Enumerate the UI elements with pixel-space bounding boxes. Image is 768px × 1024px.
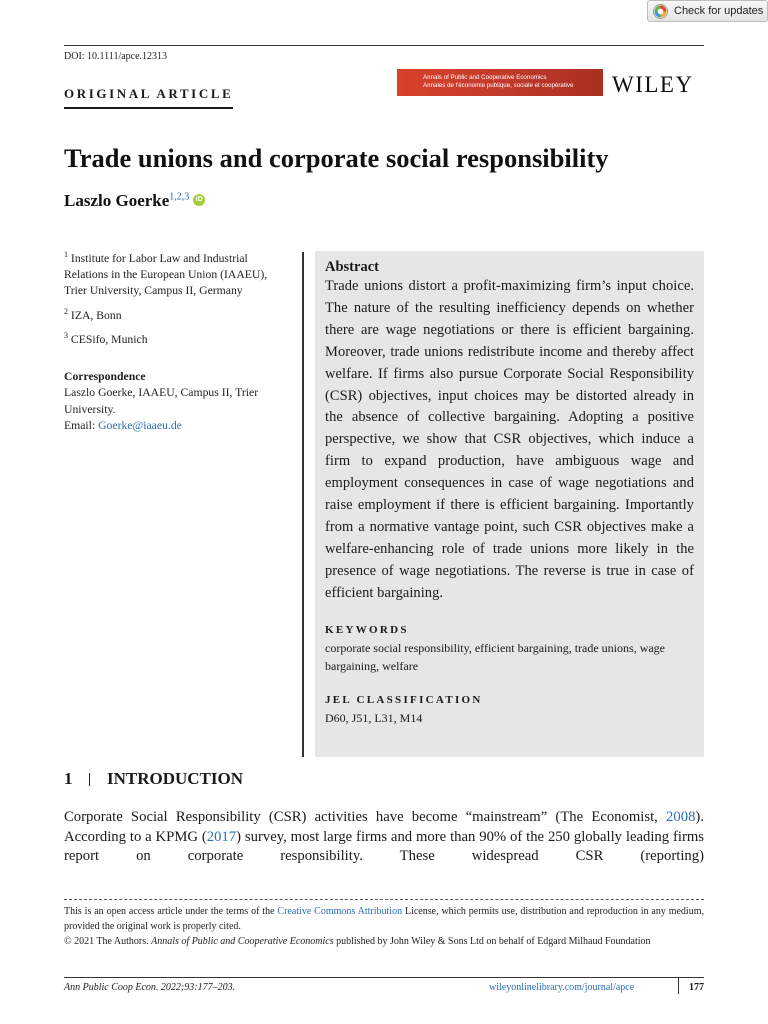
author-affiliation-marks[interactable]: 1,2,3	[169, 191, 190, 203]
citation-footer: Ann Public Coop Econ. 2022;93:177–203.	[64, 982, 236, 993]
intro-paragraph: Corporate Social Responsibility (CSR) activities have become “mainstream” (The Economist, 2008). According to a KPMG (2017) survey, most large firms and more than 90% of the 250 globally leading firms report on corporate responsibility. These widespread CSR (reporting)	[64, 809, 704, 865]
abstract-text: Trade unions distort a profit-maximizing firm’s input choice. The nature of the resulting inefficiency depends on whether there are wage negotiations or there is efficient bargaining. Moreover, trade unions redistribute income and thereby affect welfare. If firms also pursue Corporate Social Responsibility (CSR) objectives, input choices may be distorted already in the absence of collective bargaining. Adopting a positive perspective, we show that CSR objectives, which induce a firm to expand production, have ambiguous wage and employment consequences in case of wage negotiations and raise employment if there is efficient bargaining. Importantly from a normative vantage point, such CSR objectives make a welfare-enhancing role of trade unions more likely in the presence of wage negotiations. The reverse is true in case of efficient bargaining.	[325, 278, 694, 601]
open-access-note: This is an open access article under the terms of the Creative Commons Attribution License, which permits use, distribution and reproduction in any medium, provided the original work is properly cited.	[64, 906, 704, 932]
affiliations	[64, 247, 289, 352]
section-divider	[89, 773, 90, 786]
jel-text: D60, J51, L31, M14	[325, 710, 423, 725]
section-heading	[64, 769, 243, 789]
footer-rule	[64, 977, 704, 978]
article-title: Trade unions and corporate social responsibility	[64, 143, 609, 173]
footnote-rule	[64, 899, 704, 900]
section-number: 1	[64, 769, 73, 788]
correspondence	[64, 369, 294, 434]
doi[interactable]: DOI: 10.1111/apce.12313	[64, 51, 168, 62]
license-footnote	[64, 904, 704, 949]
jel-heading: JEL CLASSIFICATION	[325, 693, 483, 706]
citation-link-2017[interactable]: 2017	[206, 828, 237, 845]
keywords-heading: KEYWORDS	[325, 623, 409, 636]
crossmark-icon	[653, 4, 668, 19]
author-line	[64, 191, 205, 211]
affiliation-item: $^2$ IZA, Bonn	[64, 306, 122, 322]
correspondence-address: Laszlo Goerke, IAAEU, Campus II, Trier University.	[64, 386, 259, 416]
correspondence-label: Correspondence	[64, 370, 146, 383]
affiliation-item: $^1$ Institute for Labor Law and Industrial Relations in the European Union (IAAEU), Trier University, Campus II, Germany	[64, 250, 268, 298]
section-title: INTRODUCTION	[107, 769, 244, 788]
journal-banner[interactable]	[397, 69, 603, 96]
footer-divider	[678, 978, 679, 994]
check-for-updates-label: Check for updates	[674, 5, 764, 17]
keywords-text: corporate social responsibility, efficient bargaining, trade unions, wage bargaining, welfare	[325, 640, 666, 673]
orcid-icon[interactable]: iD	[193, 194, 205, 206]
correspondence-email-line: Email: Goerke@iaaeu.de	[64, 418, 182, 432]
cc-license-link[interactable]: Creative Commons Attribution	[277, 906, 403, 917]
journal-url-link[interactable]: wileyonlinelibrary.com/journal/apce	[489, 982, 635, 993]
affiliation-item: $^3$ CESifo, Munich	[64, 330, 148, 346]
email-link[interactable]: Goerke@iaaeu.de	[98, 418, 182, 432]
check-for-updates-button[interactable]	[647, 0, 768, 22]
journal-banner-subtitle: Annales de l'économie publique, sociale et coopérative	[423, 82, 574, 89]
author-name[interactable]: Laszlo Goerke	[64, 191, 170, 210]
citation-link-2008[interactable]: 2008	[666, 809, 696, 825]
page-number: 177	[689, 982, 704, 993]
header-rule	[64, 45, 704, 46]
column-divider	[302, 252, 304, 757]
abstract-heading: Abstract	[325, 259, 379, 275]
publisher-logo: WILEY	[612, 72, 694, 97]
article-type-label: ORIGINAL ARTICLE	[64, 86, 233, 109]
abstract-box	[315, 251, 704, 757]
copyright-note: © 2021 The Authors. Annals of Public and Cooperative Economics published by John Wiley & Sons Ltd on behalf of Edgard Milhaud Foundation	[64, 936, 651, 947]
journal-banner-title: Annals of Public and Cooperative Economics	[423, 74, 547, 81]
